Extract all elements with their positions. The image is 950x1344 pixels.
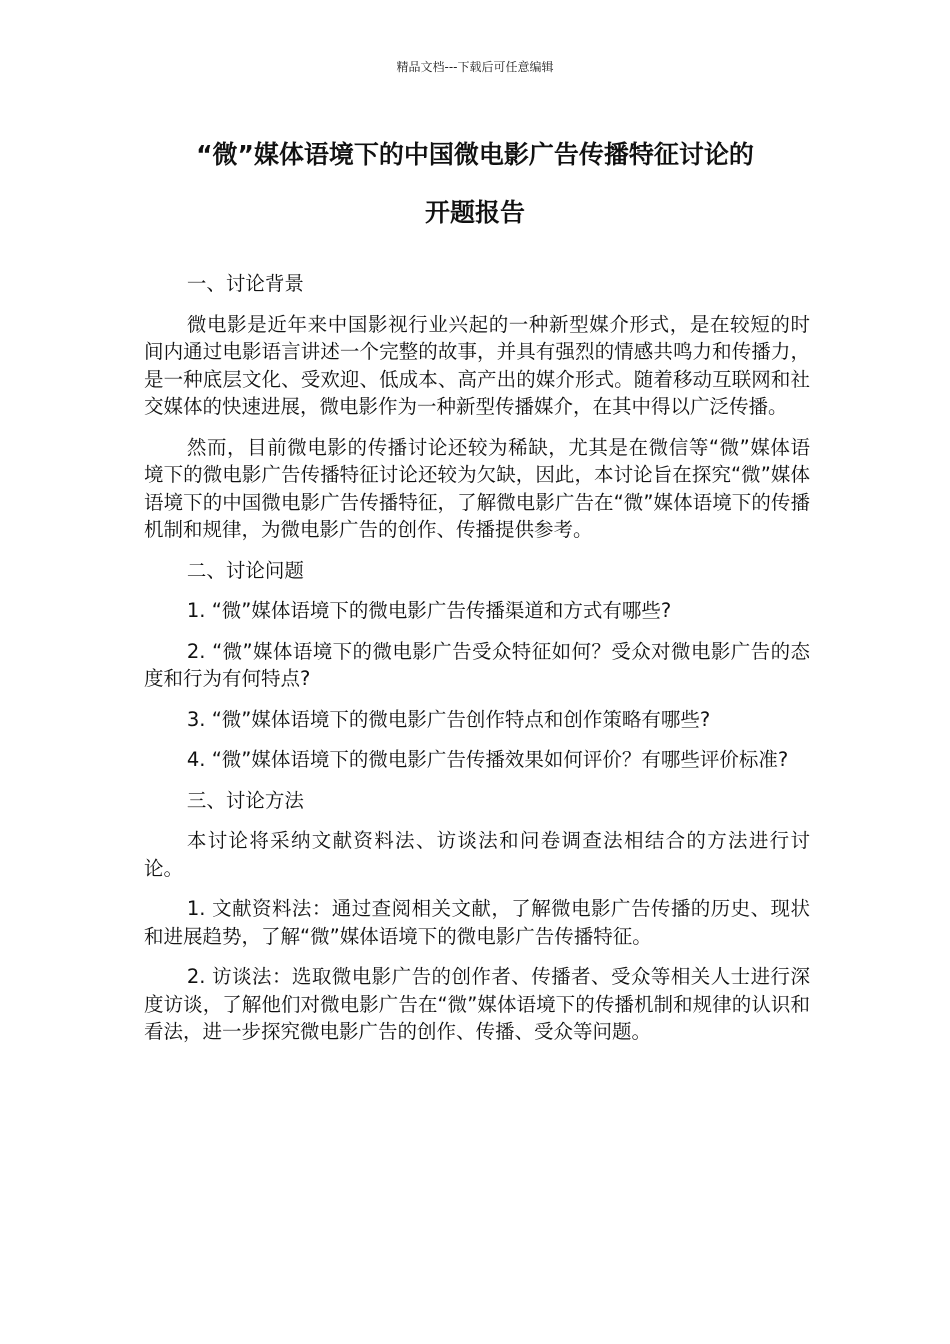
section-heading-background: 一、讨论背景 [186, 272, 304, 295]
header-note: 精品文档---下载后可任意编辑 [396, 60, 554, 74]
paragraph-background-2: 然而，目前微电影的传播讨论还较为稀缺，尤其是在微信等“微”媒体语境下的微电影广告传播特征讨论还较为欠缺，因此，本讨论旨在探究“微”媒体语境下的中国微电影广告传播特征，了解微电影广告在“微”媒体语境下的传播机制和规律，为微电影广告的创作、传播提供参考。 [144, 435, 810, 541]
question-item-2: 2. “微”媒体语境下的微电影广告受众特征如何？受众对微电影广告的态度和行为有何特点? [144, 639, 810, 690]
section-heading-questions: 二、讨论问题 [186, 558, 304, 582]
title-line-2: 开题报告 [424, 198, 525, 227]
question-item-1: 1. “微”媒体语境下的微电影广告传播渠道和方式有哪些? [186, 599, 672, 622]
section-heading-methods: 三、讨论方法 [186, 788, 304, 812]
paragraph-background-1: 微电影是近年来中国影视行业兴起的一种新型媒介形式，是在较短的时间内通过电影语言讲述一个完整的故事，并具有强烈的情感共鸣力和传播力，是一种底层文化、受欢迎、低成本、高产出的媒介形式。随着移动互联网和社交媒体的快速进展，微电影作为一种新型传播媒介，在其中得以广泛传播。 [144, 312, 810, 418]
method-item-1: 1. 文献资料法：通过查阅相关文献，了解微电影广告传播的历史、现状和进展趋势，了解“微”媒体语境下的微电影广告传播特征。 [144, 897, 810, 948]
document-body [144, 270, 810, 1059]
question-item-3: 3. “微”媒体语境下的微电影广告创作特点和创作策略有哪些? [186, 707, 711, 731]
method-item-2: 2. 访谈法：选取微电影广告的创作者、传播者、受众等相关人士进行深度访谈，了解他们对微电影广告在“微”媒体语境下的传播机制和规律的认识和看法，进一步探究微电影广告的创作、传播、受众等问题。 [144, 965, 810, 1043]
document-title [140, 126, 810, 242]
paragraph-methods-intro: 本讨论将采纳文献资料法、访谈法和问卷调查法相结合的方法进行讨论。 [144, 829, 810, 880]
title-line-1: “微”媒体语境下的中国微电影广告传播特征讨论的 [196, 140, 754, 169]
question-item-4: 4. “微”媒体语境下的微电影广告传播效果如何评价？有哪些评价标准? [186, 748, 789, 771]
